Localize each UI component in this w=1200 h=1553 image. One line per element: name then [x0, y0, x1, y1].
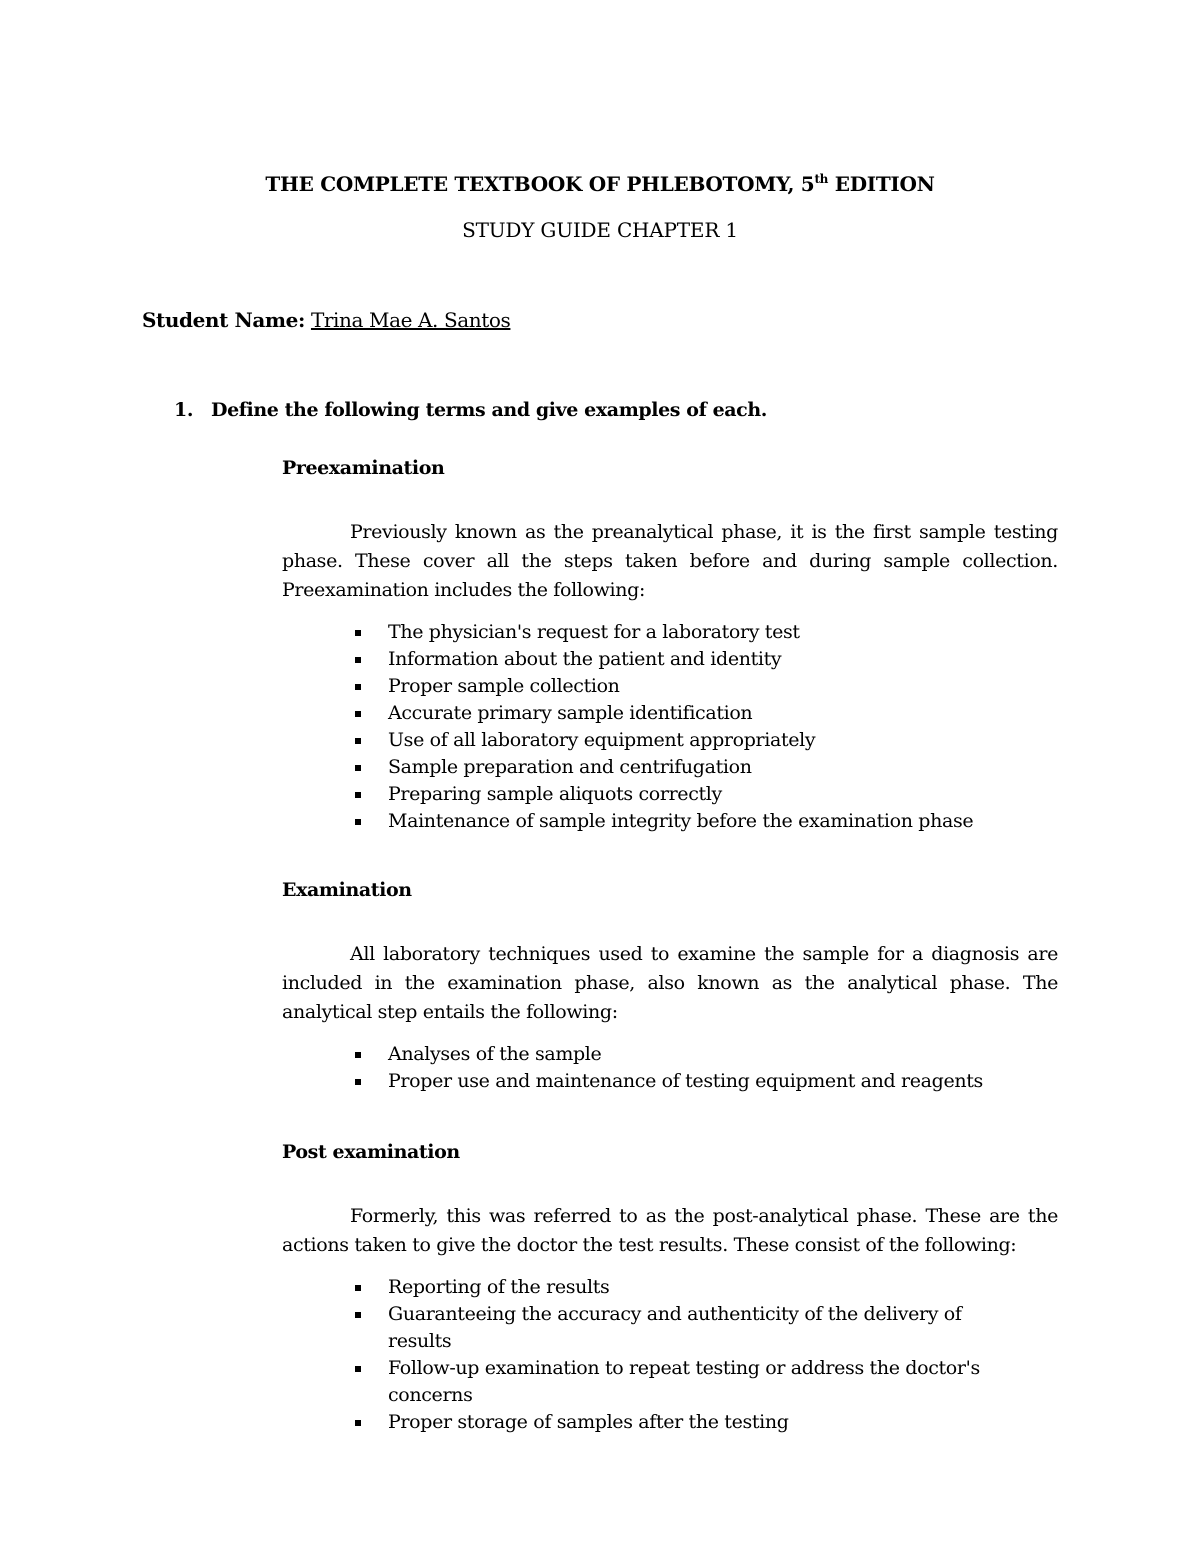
list-item-text: Proper sample collection — [388, 675, 620, 697]
list-item-text: Follow-up examination to repeat testing or address the doctor's concerns — [388, 1357, 980, 1406]
square-bullet-icon — [355, 1079, 361, 1085]
list-item — [282, 700, 1058, 727]
square-bullet-icon — [355, 765, 361, 771]
section-paragraph: All laboratory techniques used to examine the sample for a diagnosis are included in the examination phase, also known as the analytical phase. The analytical step entails the following: — [282, 943, 1058, 1023]
list-item — [282, 646, 1058, 673]
document-subtitle: STUDY GUIDE CHAPTER 1 — [462, 218, 738, 242]
bullet-list — [282, 619, 1058, 835]
section-preexamination — [282, 454, 1058, 835]
title-main: THE COMPLETE TEXTBOOK OF PHLEBOTOMY, 5 — [265, 172, 815, 196]
list-item — [282, 781, 1058, 808]
document-title — [0, 170, 1200, 198]
list-item — [282, 727, 1058, 754]
section-heading: Post examination — [282, 1141, 460, 1163]
square-bullet-icon — [355, 1312, 361, 1318]
square-bullet-icon — [355, 630, 361, 636]
square-bullet-icon — [355, 1285, 361, 1291]
square-bullet-icon — [355, 738, 361, 744]
section-post-examination — [282, 1138, 1058, 1436]
list-item-text: Information about the patient and identity — [388, 648, 782, 670]
student-name-value: Trina Mae A. Santos — [310, 308, 511, 332]
list-item — [282, 754, 1058, 781]
list-item — [282, 1301, 1058, 1355]
question-text: Define the following terms and give examples of each. — [211, 399, 767, 421]
list-item-text: Sample preparation and centrifugation — [388, 756, 752, 778]
list-item-text: Maintenance of sample integrity before the examination phase — [388, 810, 974, 832]
list-item — [282, 1274, 1058, 1301]
square-bullet-icon — [355, 1420, 361, 1426]
square-bullet-icon — [355, 711, 361, 717]
list-item-text: Preparing sample aliquots correctly — [388, 783, 722, 805]
bullet-list — [282, 1041, 1058, 1095]
square-bullet-icon — [355, 684, 361, 690]
list-item-text: Proper use and maintenance of testing equipment and reagents — [388, 1070, 983, 1092]
list-item-text: Use of all laboratory equipment appropriately — [388, 729, 816, 751]
list-item-text: Accurate primary sample identification — [388, 702, 753, 724]
bullet-list — [282, 1274, 1058, 1436]
section-paragraph: Previously known as the preanalytical phase, it is the first sample testing phase. These cover all the steps taken before and during sample collection. Preexamination includes the following: — [282, 521, 1058, 601]
section-heading: Examination — [282, 879, 412, 901]
list-item-text: Proper storage of samples after the testing — [388, 1411, 789, 1433]
list-item-text: Guaranteeing the accuracy and authenticity of the delivery of results — [388, 1303, 962, 1352]
list-item — [282, 1409, 1058, 1436]
square-bullet-icon — [355, 792, 361, 798]
square-bullet-icon — [355, 657, 361, 663]
list-item — [282, 1068, 1058, 1095]
square-bullet-icon — [355, 1052, 361, 1058]
list-item — [282, 1041, 1058, 1068]
list-item-text: Reporting of the results — [388, 1276, 610, 1298]
section-heading: Preexamination — [282, 457, 445, 479]
title-superscript: th — [814, 172, 829, 186]
student-name-line — [142, 306, 510, 334]
list-item — [282, 673, 1058, 700]
square-bullet-icon — [355, 819, 361, 825]
title-end: EDITION — [828, 172, 935, 196]
student-name-label: Student Name: — [142, 308, 305, 332]
list-item — [282, 619, 1058, 646]
list-item-text: The physician's request for a laboratory test — [388, 621, 800, 643]
section-paragraph: Formerly, this was referred to as the post-analytical phase. These are the actions taken to give the doctor the test results. These consist of the following: — [282, 1205, 1058, 1256]
square-bullet-icon — [355, 1366, 361, 1372]
list-item — [282, 808, 1058, 835]
section-examination — [282, 876, 1058, 1095]
list-item-text: Analyses of the sample — [388, 1043, 602, 1065]
list-item — [282, 1355, 1058, 1409]
question-number: 1. — [174, 399, 194, 421]
question-1 — [174, 396, 767, 424]
